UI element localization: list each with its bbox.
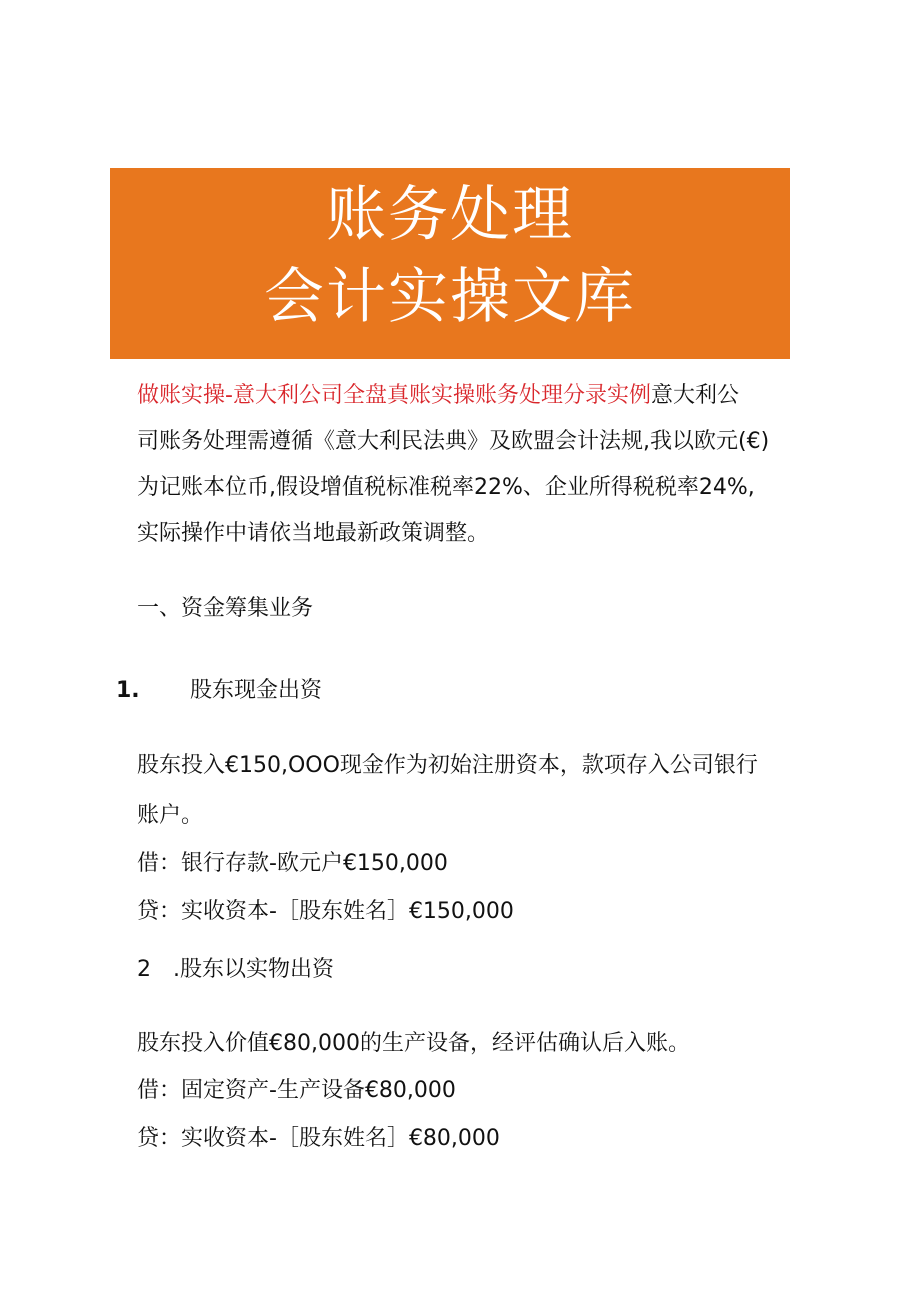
section-heading: 一、资金筹集业务 [137,596,314,621]
item-1-number: 1. [116,678,140,703]
item-1-description-line-1: 股东投入€150,OOO现金作为初始注册资本，款项存入公司银行 [137,753,758,778]
item-2-credit-entry: 贷：实收资本-［股东姓名］€80,000 [137,1126,500,1151]
intro-line-1-rest: 意大利公 [650,383,739,408]
item-1-title: 股东现金出资 [190,678,323,703]
intro-line-4: 实际操作中请依当地最新政策调整。 [137,521,490,546]
item-1-credit-entry: 贷：实收资本-［股东姓名］€150,000 [137,899,514,924]
banner-title-line-2: 会计实操文库 [264,262,636,332]
banner-title-line-1: 账务处理 [326,180,574,250]
intro-line-2: 司账务处理需遵循《意大利民法典》及欧盟会计法规,我以欧元(€) [137,429,770,454]
item-2-title: 2 .股东以实物出资 [137,957,334,982]
intro-line-1 [137,373,797,419]
intro-paragraph [137,373,797,557]
item-2-debit-entry: 借：固定资产-生产设备€80,000 [137,1078,456,1103]
item-2-description: 股东投入价值€80,000的生产设备，经评估确认后入账。 [137,1031,690,1056]
intro-line-3: 为记账本位币,假设增值税标准税率22%、企业所得税税率24%, [137,475,755,500]
item-1-description-line-2: 账户。 [137,803,204,828]
item-1-debit-entry: 借：银行存款-欧元户€150,000 [137,851,448,876]
intro-red-title: 做账实操-意大利公司全盘真账实操账务处理分录实例 [137,383,651,408]
title-banner [110,168,790,359]
